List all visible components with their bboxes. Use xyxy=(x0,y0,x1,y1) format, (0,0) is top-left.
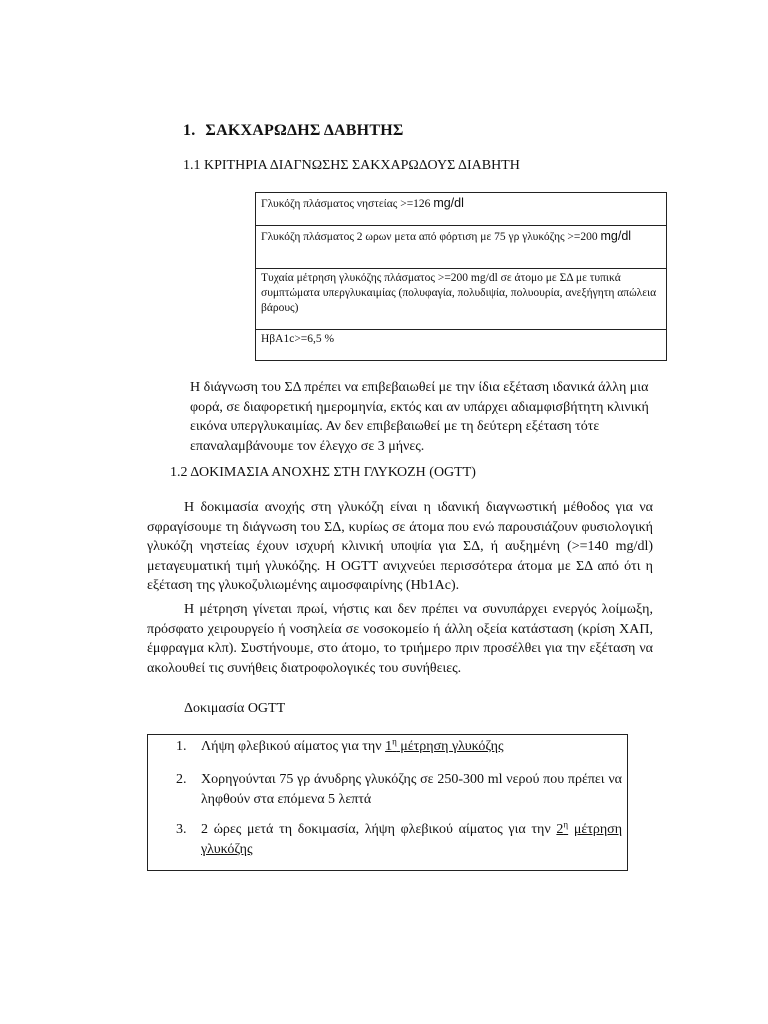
ogtt-steps-box xyxy=(147,734,628,871)
ordinal-suffix: η xyxy=(563,819,569,830)
chapter-number: 1. xyxy=(183,122,196,139)
criteria-text: Γλυκόζη πλάσματος νηστείας >=126 xyxy=(261,198,434,210)
step-body: 2 ώρες μετά τη δοκιμασία, λήψη φλεβικού αίματος για την xyxy=(201,822,557,837)
section-heading-criteria: 1.1 ΚΡΙΤΗΡΙΑ ΔΙΑΓΝΩΣΗΣ ΣΑΚΧΑΡΩΔΟΥΣ ΔΙΑΒΗΤΗ xyxy=(183,158,520,173)
criteria-unit: mg/dl xyxy=(600,229,632,243)
ogtt-procedure-title: Δοκιμασία OGTT xyxy=(184,701,286,716)
step-body: Λήψη φλεβικού αίματος για την xyxy=(201,739,386,754)
ordinal-suffix: η xyxy=(392,736,397,747)
criteria-text: ΗβΑ1c>=6,5 % xyxy=(261,333,335,345)
criteria-text: Τυχαία μέτρηση γλυκόζης πλάσματος >=200 mg/dl σε άτομο με ΣΔ με τυπικά συμπτώματα υπεργλυκαιμίας (πολυφαγία, πολυδιψία, πολυουρία, ανεξήγητη απώλεια βάρους) xyxy=(261,272,657,314)
list-item xyxy=(176,770,622,809)
table-cell xyxy=(256,330,667,361)
step-underlined-text: μέτρηση γλυκόζης xyxy=(201,822,623,857)
ogtt-paragraph-1: Η δοκιμασία ανοχής στη γλυκόζη είναι η ιδανική διαγνωστική μέθοδος για να σφραγίσουμε τη διάγνωση του ΣΔ, κυρίως σε άτομα που ενώ παρουσιάζουν φυσιολογική γλυκόζη νηστείας έχουν ισχυρή κλινική υποψία για ΣΔ, ή αυξημένη (>=140 mg/dl) μεταγευματική τιμή γλυκόζης. Η OGTT ανιχνεύει περισσότερα άτομα με ΣΔ από ότι η εξέταση της γλυκοζυλιωμένης αιμοσφαιρίνης (Hb1Ac). xyxy=(147,500,653,593)
list-item xyxy=(176,820,622,859)
table-row xyxy=(256,330,667,361)
table-row xyxy=(256,193,667,226)
step-text xyxy=(201,820,622,859)
ordinal-number: 1 xyxy=(385,739,393,754)
ogtt-paragraph-2: Η μέτρηση γίνεται πρωί, νήστις και δεν πρέπει να συνυπάρχει ενεργός λοίμωξη, πρόσφατο χειρουργείο ή νοσηλεία σε νοσοκομείο ή άλλη οξεία κατάσταση (κρίση ΧΑΠ, έμφραγμα κλπ). Συστήνουμε, στο άτομο, το τριήμερο πριν προσέλθει για την εξέταση να ακολουθεί τις συνήθεις διατροφολογικές του συνήθειες. xyxy=(147,602,653,676)
step-text xyxy=(201,737,622,757)
section-heading-ogtt: 1.2 ΔΟΚΙΜΑΣΙΑ ΑΝΟΧΗΣ ΣΤΗ ΓΛΥΚΟΖΗ (OGTT) xyxy=(170,465,476,480)
step-ordinal xyxy=(385,736,504,754)
table-row xyxy=(256,226,667,269)
ordinal-number: 2 xyxy=(556,822,564,837)
table-cell xyxy=(256,226,667,269)
table-cell xyxy=(256,193,667,226)
diagnosis-paragraph: Η διάγνωση του ΣΔ πρέπει να επιβεβαιωθεί με την ίδια εξέταση ιδανικά άλλη μια φορά, σε διαφορετική ημερομηνία, εκτός και αν υπάρχει αδιαμφισβήτητη κλινική εικόνα υπεργλυκαιμίας. Αν δεν επιβεβαιωθεί με τη δεύτερη εξέταση τότε επαναλαμβάνουμε τον έλεγχο σε 3 μήνες. xyxy=(190,380,649,454)
step-underlined-text: μέτρηση γλυκόζης xyxy=(396,739,504,754)
table-cell xyxy=(256,269,667,330)
list-item xyxy=(176,737,622,757)
step-number: 2. xyxy=(176,772,187,787)
criteria-text: Γλυκόζη πλάσματος 2 ωρων μετα από φόρτιση με 75 γρ γλυκόζης >=200 xyxy=(261,231,601,243)
criteria-unit: mg/dl xyxy=(433,196,464,210)
chapter-title: ΣΑΚΧΑΡΩΔΗΣ ΔΑΒΗΤΗΣ xyxy=(205,122,404,139)
step-number: 3. xyxy=(176,822,187,837)
step-text: Χορηγούνται 75 γρ άνυδρης γλυκόζης σε 250-300 ml νερού που πρέπει να ληφθούν στα επόμενα 5 λεπτά xyxy=(201,772,622,807)
diagnostic-criteria-table xyxy=(255,192,667,361)
step-number: 1. xyxy=(176,739,187,754)
chapter-heading xyxy=(183,122,404,140)
step-ordinal xyxy=(556,819,569,837)
table-row xyxy=(256,269,667,330)
